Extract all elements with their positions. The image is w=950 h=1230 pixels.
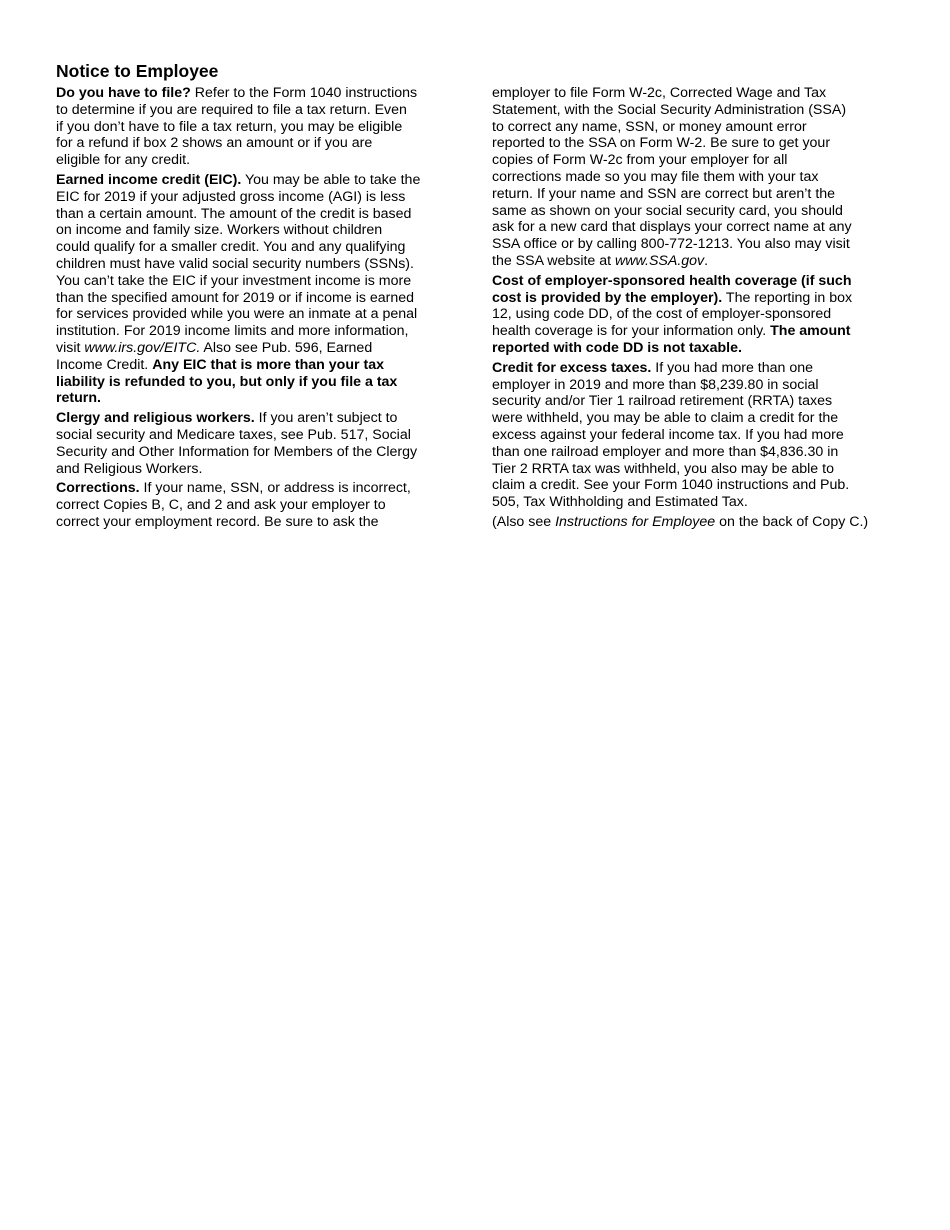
text-line: 505, Tax Withholding and Estimated Tax.: [492, 494, 748, 511]
text-line: Tier 2 RRTA tax was withheld, you also may be able to: [492, 460, 834, 477]
text-line: EIC for 2019 if your adjusted gross income (AGI) is less: [56, 188, 406, 205]
text-line: [56, 410, 464, 427]
text-line: security and/or Tier 1 railroad retirement (RRTA) taxes: [492, 393, 833, 410]
also-see-note: [492, 514, 896, 531]
text-line: for a refund if box 2 shows an amount or if you are: [56, 135, 373, 152]
text-line: return.: [56, 390, 101, 407]
text-line: claim a credit. See your Form 1040 instructions and Pub.: [492, 477, 850, 494]
text-line: return. If your name and SSN are correct but aren’t the: [492, 185, 836, 202]
text-fragment: (Also see: [492, 513, 556, 530]
paragraph-heading: Credit for excess taxes.: [492, 359, 652, 376]
text-line: [492, 323, 896, 340]
text-line: than a certain amount. The amount of the credit is based: [56, 205, 412, 222]
ssa-url: www.SSA.gov: [615, 252, 705, 269]
text-line: and Religious Workers.: [56, 460, 203, 477]
text-line: to correct any name, SSN, or money amount error: [492, 118, 807, 135]
instructions-reference: Instructions for Employee: [555, 513, 716, 530]
text-line: eligible for any credit.: [56, 152, 191, 169]
text-line: correct Copies B, C, and 2 and ask your employer to: [56, 497, 386, 514]
text-line: correct your employment record. Be sure to ask the: [56, 513, 379, 530]
text-fragment: health coverage is for your information only.: [492, 323, 771, 340]
text-line: [56, 480, 464, 497]
text-line: [56, 357, 464, 374]
text-line: were withheld, you may be able to claim a credit for the: [492, 410, 839, 427]
paragraph-heading: cost is provided by the employer).: [492, 289, 723, 306]
text-line: [56, 340, 464, 357]
text-line: [492, 253, 896, 270]
text-line: if you don’t have to file a tax return, you may be eligible: [56, 118, 403, 135]
do-you-have-to-file-paragraph: [56, 85, 464, 169]
text-line: than one railroad employer and more than $4,836.30 in: [492, 443, 839, 460]
text-line: employer in 2019 and more than $8,239.80 in social: [492, 376, 819, 393]
text-fragment: on the back of Copy C.): [715, 513, 869, 530]
text-line: reported with code DD is not taxable.: [492, 339, 742, 356]
health-coverage-paragraph: [492, 273, 896, 357]
text-line: excess against your federal income tax. If you had more: [492, 426, 844, 443]
text-line: [56, 172, 464, 189]
text-line: for services provided while you were an inmate at a penal: [56, 306, 418, 323]
left-column: [56, 85, 464, 534]
text-line: [492, 290, 896, 307]
text-fragment: The reporting in box: [722, 289, 853, 306]
page-title: Notice to Employee: [56, 61, 219, 81]
text-line: [492, 360, 896, 377]
corrections-continued-paragraph: [492, 85, 896, 270]
text-line: Security and Other Information for Members of the Clergy: [56, 443, 418, 460]
text-fragment: the SSA website at: [492, 252, 616, 269]
paragraph-heading: Cost of employer-sponsored health coverage (if such: [492, 272, 852, 289]
text-line: on income and family size. Workers without children: [56, 222, 383, 239]
text-line: to determine if you are required to file a tax return. Even: [56, 101, 407, 118]
text-line: SSA office or by calling 800-772-1213. You also may visit: [492, 236, 850, 253]
paragraph-heading: Clergy and religious workers.: [56, 410, 255, 427]
paragraph-heading: Do you have to file?: [56, 85, 191, 101]
text-fragment: You may be able to take the: [241, 171, 421, 188]
text-fragment: Income Credit.: [56, 356, 153, 373]
text-fragment: If your name, SSN, or address is incorrect,: [139, 480, 411, 497]
right-column: [492, 85, 896, 534]
clergy-paragraph: [56, 410, 464, 477]
text-line: corrections made so you may file them with your tax: [492, 168, 819, 185]
text-line: ask for a new card that displays your correct name at any: [492, 219, 852, 236]
text-line: [492, 514, 896, 531]
bold-fragment: The amount: [770, 323, 851, 340]
excess-taxes-paragraph: [492, 360, 896, 511]
bold-fragment: Any EIC that is more than your tax: [152, 356, 384, 373]
text-fragment: visit: [56, 339, 85, 356]
paragraph-heading: Corrections.: [56, 480, 140, 497]
corrections-paragraph: [56, 480, 464, 530]
text-line: than the specified amount for 2019 or if income is earned: [56, 289, 415, 306]
text-fragment: Also see Pub. 596, Earned: [200, 339, 373, 356]
text-fragment: Refer to the Form 1040 instructions: [190, 85, 418, 101]
text-line: social security and Medicare taxes, see Pub. 517, Social: [56, 426, 411, 443]
text-line: copies of Form W-2c from your employer for all: [492, 152, 788, 169]
eic-paragraph: [56, 172, 464, 407]
text-line: liability is refunded to you, but only if you file a tax: [56, 373, 398, 390]
text-line: [56, 85, 464, 102]
text-line: reported to the SSA on Form W-2. Be sure to get your: [492, 135, 831, 152]
text-line: Statement, with the Social Security Administration (SSA): [492, 101, 847, 118]
text-fragment: If you aren’t subject to: [254, 410, 398, 427]
text-line: children must have valid social security numbers (SSNs).: [56, 255, 414, 272]
text-fragment: If you had more than one: [651, 359, 814, 376]
text-fragment: .: [704, 252, 709, 269]
paragraph-heading: Earned income credit (EIC).: [56, 171, 242, 188]
text-line: 12, using code DD, of the cost of employer-sponsored: [492, 306, 832, 323]
text-line: same as shown on your social security card, you should: [492, 202, 843, 219]
text-line: institution. For 2019 income limits and more information,: [56, 323, 409, 340]
text-line: You can’t take the EIC if your investment income is more: [56, 272, 412, 289]
text-line: employer to file Form W-2c, Corrected Wage and Tax: [492, 85, 827, 101]
eitc-url: www.irs.gov/EITC.: [84, 339, 201, 356]
text-line: could qualify for a smaller credit. You and any qualifying: [56, 239, 406, 256]
